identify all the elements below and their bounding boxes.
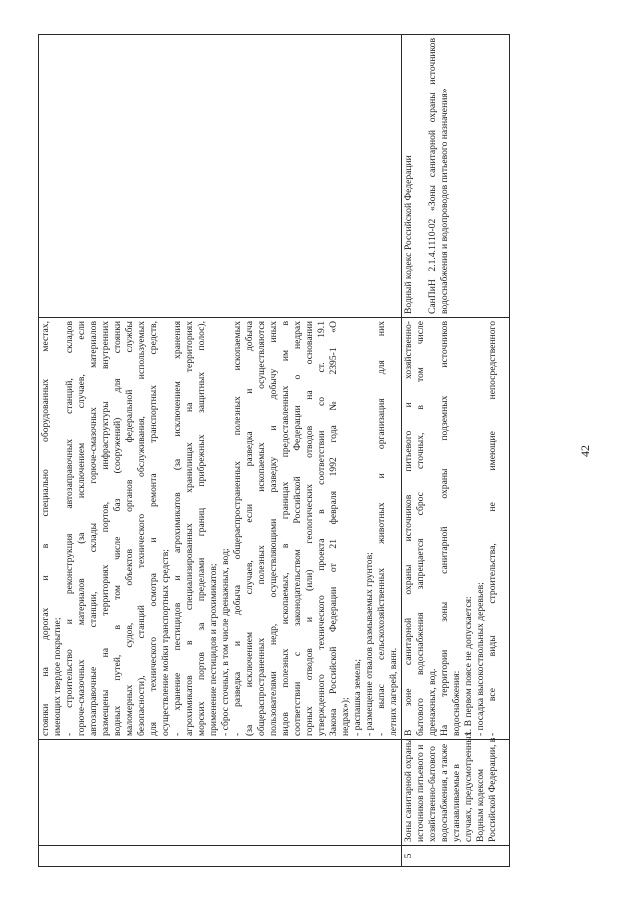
zone-name-line: Российской Федерации, в xyxy=(487,737,498,842)
text-line: пользователями недр, осуществляющими разведку и добычу иных xyxy=(268,321,279,736)
text-line: На территории зоны санитарной охраны подземных источников xyxy=(439,321,450,736)
regulation-table xyxy=(38,34,510,867)
zone-name-line: хозяйственно-бытового xyxy=(427,746,438,842)
zone-name-line: случаях, предусмотренных xyxy=(463,731,474,842)
reference-spacer xyxy=(415,38,427,314)
text-line: соответствии с законодательством Российской Федерации о недрах xyxy=(292,321,303,736)
text-line: - все виды строительства, не имеющие непосредственного xyxy=(487,321,498,736)
text-line: (за исключением случаев, если разведка и добыча xyxy=(244,321,255,736)
text-line: горюче-смазочных материалов (за исключением случаев, если xyxy=(76,321,87,736)
rotated-content xyxy=(38,35,592,867)
zone-name-cell xyxy=(402,731,510,846)
text-line: стоянки на дорогах и в специально оборудованных местах, xyxy=(40,321,51,736)
references-cell xyxy=(402,35,510,318)
text-line: - размещение отвалов размываемых грунтов; xyxy=(364,552,375,736)
row-number: 5 xyxy=(402,846,510,867)
text-line: летних лагерей, ванн. xyxy=(388,647,399,736)
text-line: применение пестицидов и агрохимикатов; xyxy=(208,563,219,736)
text-line: безопасности), станций технического обслуживания, используемых xyxy=(136,321,147,736)
text-line: недрах»); xyxy=(340,697,351,736)
text-line: для технического осмотра и ремонта транспортных средств, xyxy=(148,321,159,736)
restrictions-cell xyxy=(402,318,510,740)
text-line: - разведка и добыча общераспространенных полезных ископаемых xyxy=(232,321,243,736)
page-number: 42 xyxy=(578,445,592,457)
text-line: утвержденного технического проекта в соответствии со ст. 19.1 xyxy=(316,321,327,736)
zone-name-line: источников питьевого и xyxy=(415,744,426,842)
zone-name-line: устанавливаемые в xyxy=(451,764,462,842)
table-row xyxy=(402,35,510,867)
text-line: размещены на территориях портов, инфраструктуры внутренних xyxy=(100,321,111,736)
text-line: - посадка высокоствольных деревьев; xyxy=(475,582,486,736)
text-line: агрохимикатов в специализированных хранилищах на территориях xyxy=(184,321,195,736)
text-line: - хранение пестицидов и агрохимикатов (за исключением хранения xyxy=(172,321,183,736)
row-number-cell xyxy=(39,846,402,867)
text-line: видов полезных ископаемых, в границах предоставленных им в xyxy=(280,321,291,736)
text-line: Закона Российской Федерации от 21 февраля 1992 года № 2395-1 «О xyxy=(328,321,339,736)
text-line: общераспространенных полезных ископаемых осуществляются xyxy=(256,321,267,736)
text-line: 1. В первом поясе не допускается: xyxy=(463,596,474,736)
text-line: дренажных, вод. xyxy=(427,668,438,736)
zone-name-cell xyxy=(39,740,402,846)
text-line: бытового водоснабжения запрещается сброс сточных, в том числе xyxy=(415,321,426,736)
reference-water-code: Водный кодекс Российской Федерации xyxy=(403,155,414,314)
zone-name-line: водоснабжения, а также xyxy=(439,743,450,842)
zone-name-line: Водным кодексом xyxy=(475,768,486,842)
text-line: - строительство и реконструкция автозаправочных станций, складов xyxy=(64,321,75,736)
restrictions-cell xyxy=(39,318,402,740)
text-line: осуществление мойки транспортных средств; xyxy=(160,549,171,736)
references-cell xyxy=(39,35,402,318)
text-line: водоснабжения: xyxy=(451,670,462,736)
table-row xyxy=(39,35,402,867)
text-line: морских портов за пределами границ прибрежных защитных полос), xyxy=(196,321,207,736)
text-line: - распашка земель; xyxy=(352,658,363,736)
text-line: - выпас сельскохозяйственных животных и организация для них xyxy=(376,321,387,736)
zone-name-line: Зоны санитарной охраны xyxy=(403,738,414,842)
text-line: автозаправочные станции, склады горюче-смазочных материалов xyxy=(88,321,99,736)
text-line: - сброс сточных, в том числе дренажных, вод; xyxy=(220,548,231,736)
text-line: имеющих твердое покрытие; xyxy=(52,617,63,736)
text-line: маломерных судов, объектов органов федеральной службы xyxy=(124,321,135,736)
text-line: В зоне санитарной охраны источников питьевого и хозяйственно- xyxy=(403,321,414,736)
reference-sanpin: СанПиН 2.1.4.1110-02 «Зоны санитарной охраны источников водоснабжения и водопроводов питьевого назначения» xyxy=(427,38,450,314)
text-line: горных отводов и (или) геологических отводов на основании xyxy=(304,321,315,736)
text-line: водных путей, в том числе баз (сооружений) для стоянки xyxy=(112,321,123,736)
